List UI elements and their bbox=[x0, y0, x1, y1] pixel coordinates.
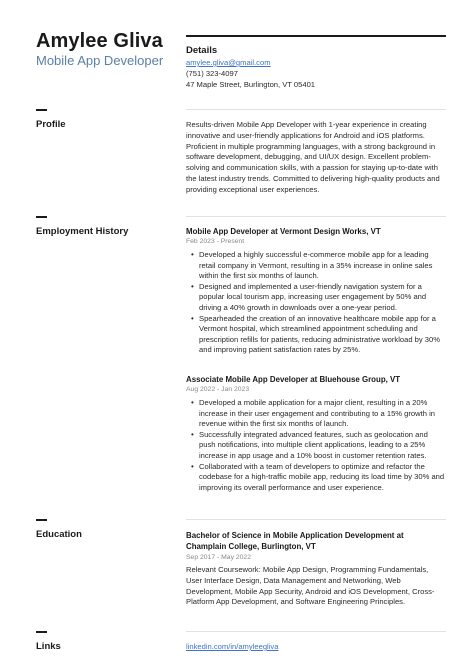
job-title: Mobile App Developer bbox=[36, 53, 164, 68]
job-1-bullets bbox=[186, 250, 446, 356]
list-item: • Successfully integrated advanced features, such as geolocation and push notifications, into multiple client applications, leading to a 25% increase in app usage and a 10% boost in customer retention rates. bbox=[199, 430, 446, 462]
job-1-title: Mobile App Developer at Vermont Design Works, VT bbox=[186, 227, 381, 236]
job-2-bullets bbox=[186, 398, 446, 493]
candidate-name: Amylee Gliva bbox=[36, 30, 163, 52]
phone-number: (751) 323-4097 bbox=[186, 68, 238, 78]
links-dash bbox=[36, 631, 47, 633]
job-2-title: Associate Mobile App Developer at Bluehouse Group, VT bbox=[186, 375, 401, 384]
employment-rule bbox=[186, 216, 446, 217]
email-link[interactable]: amylee.gliva@gmail.com bbox=[186, 58, 271, 67]
profile-dash bbox=[36, 109, 47, 111]
links-rule bbox=[186, 631, 446, 632]
job-entry bbox=[186, 374, 446, 493]
coursework: Relevant Coursework: Mobile App Design, Programming Fundamentals, User Interface Design, Data Management and Networking, Web Development, Mobile App Security, Android and iOS Development, Cross-Platform App Development, and Software Engineering Principles. bbox=[186, 565, 435, 607]
list-item: • Developed a mobile application for a major client, resulting in a 20% increase in their user engagement and contributing to a 15% growth in revenue within the first six months of launch. bbox=[199, 398, 446, 430]
details-rule bbox=[186, 35, 446, 37]
employment-dash bbox=[36, 216, 47, 218]
linkedin-link[interactable]: linkedin.com/in/amyleegliva bbox=[186, 642, 279, 651]
education-dates: Sep 2017 - May 2022 bbox=[186, 554, 251, 561]
details-heading: Details bbox=[186, 45, 218, 56]
employment-heading: Employment History bbox=[36, 226, 129, 237]
profile-rule bbox=[186, 109, 446, 110]
education-rule bbox=[186, 519, 446, 520]
details-block bbox=[186, 58, 446, 90]
profile-text: Results-driven Mobile App Developer with 1-year experience in creating innovative and user-friendly applications for Android and iOS platforms. Proficient in multiple programming languages, with a strong background in software development, debugging, and UI/UX design. Excellent problem-solving and communication skills, with a passion for staying up-to-date with the latest industry trends. Committed to delivering high-quality products and providing exceptional user experiences. bbox=[186, 120, 440, 194]
list-item: • Spearheaded the creation of an innovative healthcare mobile app for a Vermont hospital, which streamlined appointment scheduling and prescription refills for patients, reducing administrative workload by 30% and improving patient satisfaction rates by 25%. bbox=[199, 314, 446, 356]
list-item: • Collaborated with a team of developers to optimize and refactor the codebase for a high-traffic mobile app, reducing its load time by 30% and improving its overall performance and user experience. bbox=[199, 462, 446, 494]
links-heading: Links bbox=[36, 641, 61, 652]
list-item: • Designed and implemented a user-friendly navigation system for a popular local tourism app, increasing user engagement by 50% and driving a 40% growth in downloads over a one-year period. bbox=[199, 282, 446, 314]
job-1-dates: Feb 2023 - Present bbox=[186, 238, 245, 245]
address: 47 Maple Street, Burlington, VT 05401 bbox=[186, 79, 316, 89]
links-block bbox=[186, 642, 446, 653]
list-item: • Developed a highly successful e-commerce mobile app for a leading retail company in Vermont, resulting in a 35% increase in online sales within the first six months of launch. bbox=[199, 250, 446, 282]
degree-title: Bachelor of Science in Mobile Application Development at Champlain College, Burlington, VT bbox=[186, 531, 404, 551]
education-dash bbox=[36, 519, 47, 521]
job-entry bbox=[186, 226, 446, 356]
profile-heading: Profile bbox=[36, 119, 66, 130]
job-2-dates: Aug 2022 - Jan 2023 bbox=[186, 386, 250, 393]
education-entry bbox=[186, 530, 446, 608]
education-heading: Education bbox=[36, 529, 82, 540]
